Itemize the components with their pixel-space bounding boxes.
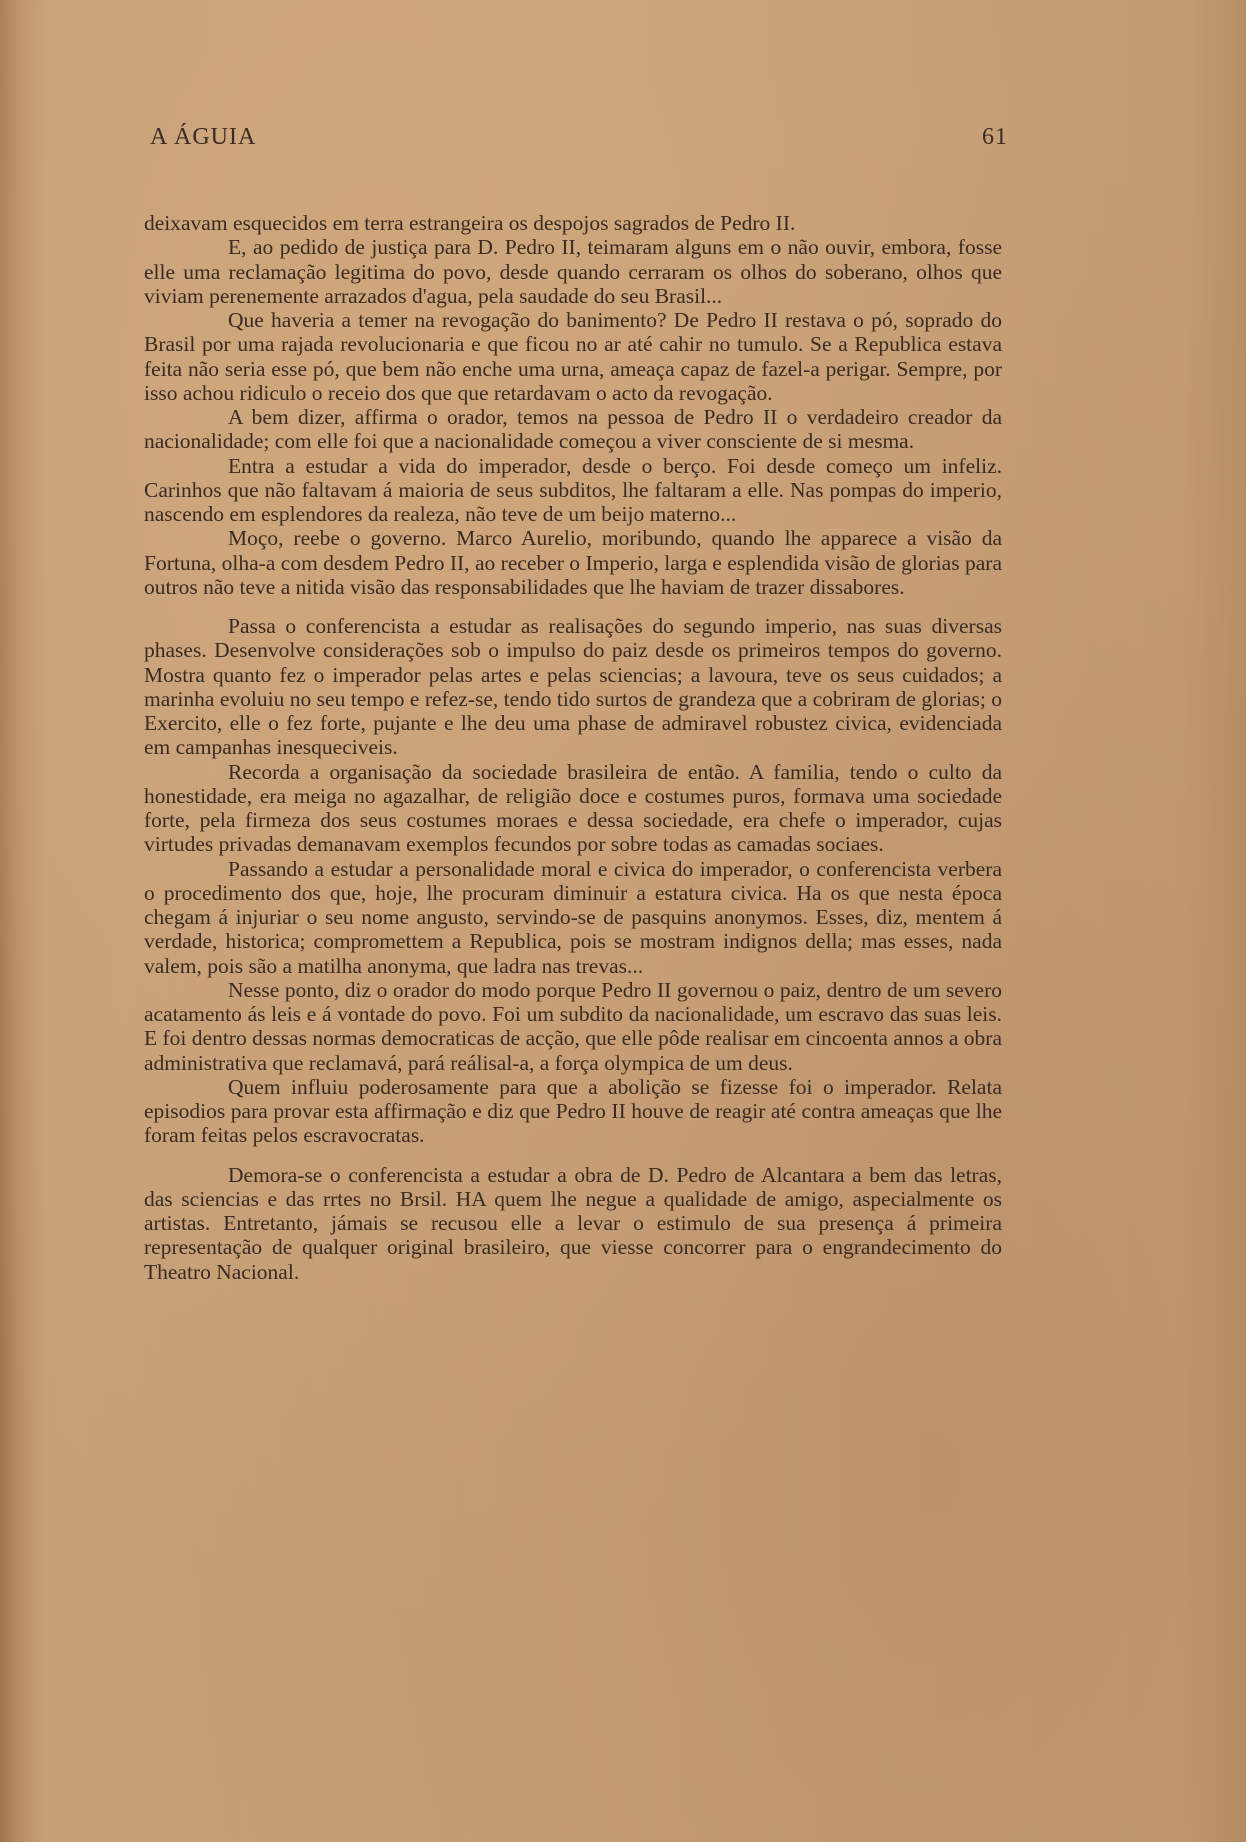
running-header [150, 124, 1008, 151]
paragraph: A bem dizer, affirma o orador, temos na pessoa de Pedro II o verdadeiro creador da nacionalidade; com elle foi que a nacionalidade começou a viver consciente de si mesma. [144, 405, 1002, 454]
paragraph: Passando a estudar a personalidade moral e civica do imperador, o conferencista verbera o procedimento dos que, hoje, lhe procuram diminuir a estatura civica. Ha os que nesta época chegam á injuriar o seu nome angusto, servindo-se de pasquins anonymos. Esses, diz, mentem á verdade, historica; compromettem a Republica, pois se mostram indignos della; mas esses, nada valem, pois são a matilha anonyma, que ladra nas trevas... [144, 856, 1002, 978]
paragraph: Moço, reebe o governo. Marco Aurelio, moribundo, quando lhe apparece a visão da Fortuna, olha-a com desdem Pedro II, ao receber o Imperio, larga e esplendida visão de glorias para outros não teve a nitida visão das responsabilidades que lhe haviam de trazer dissabores. [144, 526, 1002, 599]
article-body [144, 211, 1002, 1284]
journal-title: A ÁGUIA [150, 124, 257, 150]
paragraph: Que haveria a temer na revogação do banimento? De Pedro II restava o pó, soprado do Brasil por uma rajada revolucionaria e que ficou no ar até cahir no tumulo. Se a Republica estava feita não seria esse pó, que bem não enche uma urna, ameaça capaz de fazel-a perigar. Sempre, por isso achou ridiculo o receio dos que que retardavam o acto da revogação. [144, 308, 1002, 405]
paragraph: E, ao pedido de justiça para D. Pedro II, teimaram alguns em o não ouvir, embora, fosse elle uma reclamação legitima do povo, desde quando cerraram os olhos do soberano, olhos que viviam perenemente arrazados d'agua, pela saudade do seu Brasil... [144, 235, 1002, 308]
paragraph: Quem influiu poderosamente para que a abolição se fizesse foi o imperador. Relata episodios para provar esta affirmação e diz que Pedro II houve de reagir até contra ameaças que lhe foram feitas pelos escravocratas. [144, 1074, 1002, 1148]
page-number: 61 [982, 124, 1008, 150]
paragraph: Passa o conferencista a estudar as realisações do segundo imperio, nas suas diversas phases. Desenvolve considerações sob o impulso do paiz desde os primeiros tempos do governo. Mostra quanto fez o imperador pelas artes e pelas sciencias; a lavoura, teve os seus cuidados; a marinha evoluiu no seu tempo e refez-se, tendo tido surtos de grandeza que a cobriram de glorias; o Exercito, elle o fez forte, pujante e lhe deu uma phase de admiravel robustez civica, evidenciada em campanhas inesqueciveis. [144, 614, 1002, 760]
paragraph: deixavam esquecidos em terra estrangeira os despojos sagrados de Pedro II. [144, 211, 796, 235]
paragraph: Entra a estudar a vida do imperador, desde o berço. Foi desde começo um infeliz. Carinhos que não faltavam á maioria de seus subditos, lhe faltaram a elle. Nas pompas do imperio, nascendo em esplendores da realeza, não teve de um beijo materno... [144, 453, 1002, 526]
paragraph: Nesse ponto, diz o orador do modo porque Pedro II governou o paiz, dentro de um severo acatamento ás leis e á vontade do povo. Foi um subdito da nacionalidade, um escravo das suas leis. E foi dentro dessas normas democraticas de acção, que elle pôde realisar em cincoenta annos a obra administrativa que reclamavá, pará reálisal-a, a força olympica de um deus. [144, 977, 1002, 1075]
paragraph: Demora-se o conferencista a estudar a obra de D. Pedro de Alcantara a bem das letras, das sciencias e das rrtes no Brsil. HA quem lhe negue a qualidade de amigo, aspecialmente os artistas. Entretanto, jámais se recusou elle a levar o estimulo de sua presença á primeira representação de qualquer original brasileiro, que viesse concorrer para o engrandecimento do Theatro Nacional. [144, 1162, 1002, 1284]
paragraph: Recorda a organisação da sociedade brasileira de então. A familia, tendo o culto da honestidade, era meiga no agazalhar, de religião doce e costumes puros, formava uma sociedade forte, pela firmeza dos seus costumes moraes e dessa sociedade, era chefe o imperador, cujas virtudes privadas demanavam exemplos fecundos por sobre todas as camadas sociaes. [144, 759, 1002, 857]
